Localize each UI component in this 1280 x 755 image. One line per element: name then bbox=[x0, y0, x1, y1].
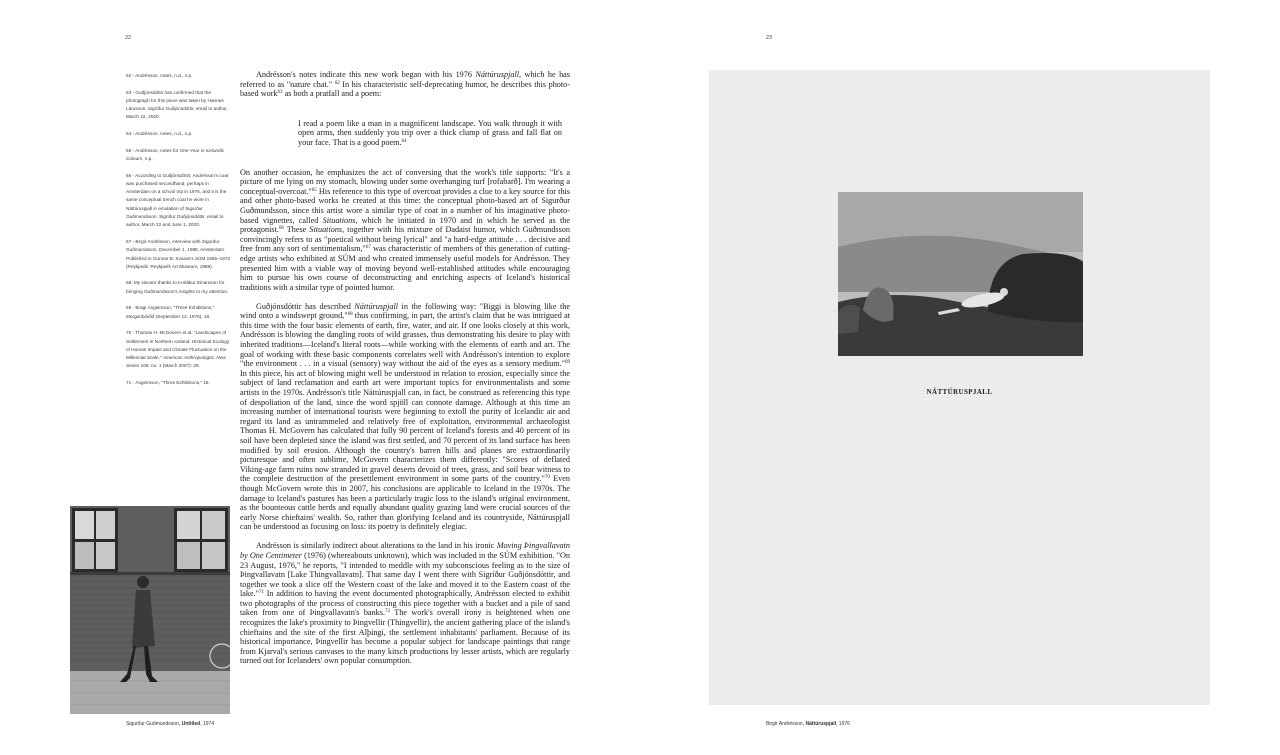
text: The work's overall irony is heightened when one recognizes the lake's proximity to Þingvellir (Thingvellir), the ancient gathering place of the island's chieftains and the site of the first Alþingi, the settlement inhabitants' parliament. Because of its historical importance, Þingvellir has become a popular subject for landscape paintings that range from Kjarval's serious canvases to the many kitsch productions by lesser artists, which are regularly turned out for Icelanders' own popular consumption. bbox=[240, 608, 570, 666]
text: His reference to this type of overcoat provides a clue to a key source for this and other photo-based works he created at this time: the conceptual photo-based art of Sigurður Guðmundsson, since this artist wore a similar type of coat in a number of his imaginative photo-based vignettes, called bbox=[240, 186, 570, 225]
text: Even though McGovern wrote this in 2007, his conclusions are applicable to Iceland in the 1970s. The damage to Iceland's pastures has been a particularly tragic loss to the island's original environment, as the bounteous cattle herds and equally abundant quality grazing land were crucial sources of the early Norse chieftains' wealth. So, rather than glorifying Iceland and its countryside, Náttúruspjall can be understood as focusing on loss: its poetry is definitely elegiac. bbox=[240, 474, 570, 532]
text: as both a pratfall and a poem: bbox=[282, 89, 382, 99]
footnote: 66 - According to Guðjónsdóttir, Andrésson's coat was purchased secondhand, perhaps in Amsterdam on a school trip in 1976, and it is the same conceptual trench coat he wore in Náttúruspjall in emulation of Sigurður Guðmundsson. Sigríður Guðjónsdóttir, email to author, March 22 and June 1, 2020. bbox=[126, 172, 229, 228]
note-ref: 70 bbox=[544, 475, 550, 481]
text: In addition to having the event documented photographically, Andrésson elected to exhibit two photographs of the process of constructing this piece together with a bucket and a pile of sand taken from one of Þingvallavatn's banks. bbox=[240, 589, 570, 618]
text: , together with his mixture of Dadaist humor, which Guðmundsson convincingly refers to as "poetical without being lyrical" and "a hard-edge attitude . . . decisive and free from any sort of sentimentalism," bbox=[240, 225, 570, 254]
text: in the following way: "Biggi is blowing like the wind onto a windswept ground," bbox=[240, 301, 570, 321]
text: was characteristic of members of this generation of cutting-edge artists who exhibited at SÚM and who created immensely useful models for Andrésson. They presented him with a viable way of moving beyond well-established attitudes while encouraging him to pursue his own course of deconstructing and enriching aspects of Iceland's historical traditions with a similar type of pointed humor. bbox=[240, 244, 570, 292]
footnote bbox=[126, 304, 232, 321]
text-italic: Náttúruspjall bbox=[475, 70, 520, 79]
page-number-left: 22 bbox=[125, 35, 132, 41]
footnote-text: (September 12, 1976), 18. bbox=[154, 313, 211, 319]
footnote bbox=[126, 329, 232, 370]
paragraph bbox=[240, 168, 570, 293]
photo-man-walking bbox=[70, 506, 230, 714]
footnote: 68. My sincere thanks to Þorlákur Einarsson for bringing Guðmundsson's insights to my attention. bbox=[126, 280, 229, 294]
footnotes-column bbox=[126, 72, 232, 396]
note-ref: 63 bbox=[277, 90, 283, 96]
caption-right bbox=[766, 721, 850, 727]
footnote-italic: Morgunblaðið bbox=[126, 313, 155, 319]
note-ref: 72 bbox=[384, 609, 390, 615]
footnote: 62 - Andrésson, notes, n.d., n.p. bbox=[126, 73, 193, 78]
footnote bbox=[126, 147, 232, 164]
quote-text: I read a poem like a man in a magnificent landscape. You walk through it with open arms, then suddenly you trip over a thick clump of grass and fall flat on your face. That is a good poem. bbox=[298, 118, 562, 147]
text-italic: Náttúruspjall bbox=[354, 301, 399, 311]
text-italic: Situations bbox=[309, 225, 343, 235]
footnote-text: 69 - Bragi Ásgeirsson, "Three Exhibitions," bbox=[126, 305, 215, 311]
caption-name: Sigurður Guðmundsson, bbox=[126, 721, 182, 727]
note-ref: 65 bbox=[311, 187, 317, 193]
footnote-italic: One Year in Icelandic Colours bbox=[126, 147, 225, 161]
text: These bbox=[283, 225, 310, 235]
text: , which he has referred to as "nature chat." bbox=[240, 70, 570, 89]
footnote-text: 109, no. 1 (March 2007): 29. bbox=[139, 363, 200, 369]
note-ref: 68 bbox=[347, 312, 353, 318]
caption-title: Untitled bbox=[181, 721, 201, 727]
note-ref: 66 bbox=[278, 226, 284, 232]
photo-man-walking-image bbox=[70, 506, 230, 714]
footnote: 67 - Birgir Andrésson, interview with Sigurður Guðmundsson, December 1, 1988, Amsterdam. Published in Gunnar B. Kvaran's SÚM 1965–1972 (Reykjavík: Reykjavík Art Museum, 1989). bbox=[126, 238, 231, 269]
text-italic: Situations bbox=[322, 215, 356, 225]
text: Andrésson's notes indicate this new work began with his 1976 bbox=[256, 70, 476, 79]
text: In his characteristic self-deprecating humor, he describes this photo-based work bbox=[240, 79, 570, 99]
text-italic: Moving Þingvallavatn by One Centimeter bbox=[240, 541, 570, 560]
text: Guðjónsdóttir has described bbox=[256, 301, 355, 311]
caption-title: Náttúruspjall bbox=[805, 721, 837, 727]
text: Andrésson is similarly indirect about alterations to the land in his ironic bbox=[256, 541, 497, 551]
text: , which he initiated in 1970 and in which he served as the protagonist. bbox=[240, 215, 570, 235]
text: On another occasion, he emphasizes the act of conversing that the work's title supports: "It's a picture of me lying on my stomach, blowing under some overhanging turf [rofabarð]. I'm wearing a conceptual-overcoat." bbox=[240, 167, 570, 196]
photo-natturuspjall-image bbox=[838, 192, 1083, 356]
footnote: 63 - Guðjónsdóttir has confirmed that the photograph for this piece was taken by Hannes Lárusson. Sigríður Guðjónsdóttir, email to author, March 22, 2020. bbox=[126, 89, 228, 120]
caption-year: , 1974 bbox=[200, 721, 215, 727]
text: (1976) (whereabouts unknown), which was included in the SÚM exhibition. "On 23 August, 1976," he reports, "I intended to meddle with my subconscious feeling as to the size of Þingvallavatn [Lake Thingvallavatn]. That same day I went there with Sigríður Guðjónsdóttir, and together we took a slice off the Western coast of the lake and moved it to the Eastern coast of the lake." bbox=[240, 550, 570, 599]
footnote-text: 70 - Thomas H. McGovern et al, "Landscapes of Settlement in Northern Iceland: Historical Ecology of Human Impact and Climate Fluctuation on the Millennial Scale," bbox=[126, 330, 230, 361]
caption-year: , 1976 bbox=[836, 721, 850, 727]
text: thus confirming, in part, the artist's claim that he was intrigued at this time with the four basic elements of earth, fire, water, and air. If one looks closely at this work, Andrésson is blowing the dangling roots of wild grasses, thus demonstrating his desire to play with inherited traditions—Iceland's literal roots—while working with the elements of earth and art. The goal of working with these basic components correlates well with Andrésson's intention to explore "the environment . . . in a visual (sensory) way without the aid of the eyes as a sensory medium." bbox=[240, 311, 570, 369]
note-ref: 64 bbox=[401, 138, 407, 144]
paragraph bbox=[240, 302, 570, 532]
note-ref: 62 bbox=[334, 80, 340, 86]
footnote-italic: American Anthropologist, New Series bbox=[126, 355, 226, 369]
text: In this piece, his act of blowing might well be understood in relation to erosion, especially since the subject of land reclamation and earth art were important topics for environmentalists and some artists in the 1970s. Andrésson's title Náttúruspjall can, in fact, be construed as referencing this type of despoliation of the land, since the word spjöll can connote damage. Although at this time an increasing number of international tourists were beginning to extoll the purity of Icelandic air and regard its land as untrammeled and relatively free of exploitation, environmental archaeologist Thomas H. McGovern has calculated that fully 90 percent of Iceland's forests and 40 percent of its soil have been depleted since the island was first settled, and 70 percent of its land surface has been modified by soil erosion. Although the country's barren hills and planes are extraordinarily picturesque and often sublime, McGovern characterizes them differently: "Scores of deflated Viking-age farm ruins now stranded in gravel deserts devoid of trees, grass, and soil bear witness to the complete destruction of the presettlement environment in some parts of the country." bbox=[240, 368, 570, 484]
artwork-title: NÁTTÚRUSPJALL bbox=[926, 388, 993, 396]
caption-name: Birgir Andrésson, bbox=[766, 721, 806, 727]
page-number-right: 23 bbox=[766, 35, 773, 41]
photo-natturuspjall bbox=[838, 192, 1083, 356]
footnote-text: , n.p. bbox=[142, 155, 153, 161]
block-quote bbox=[298, 119, 562, 148]
paragraph bbox=[240, 541, 570, 666]
footnote: 71 - Ásgeirsson, "Three Exhibitions," 18. bbox=[126, 379, 210, 385]
caption-left bbox=[126, 721, 214, 727]
footnote-text: 65 - Andrésson, notes for bbox=[126, 147, 180, 153]
note-ref: 69 bbox=[565, 360, 570, 366]
note-ref: 71 bbox=[259, 590, 265, 596]
paragraph bbox=[240, 70, 570, 99]
note-ref: 67 bbox=[365, 245, 371, 251]
main-text bbox=[240, 70, 570, 666]
footnote: 64 - Andrésson, notes, n.d., n.p. bbox=[126, 131, 193, 137]
